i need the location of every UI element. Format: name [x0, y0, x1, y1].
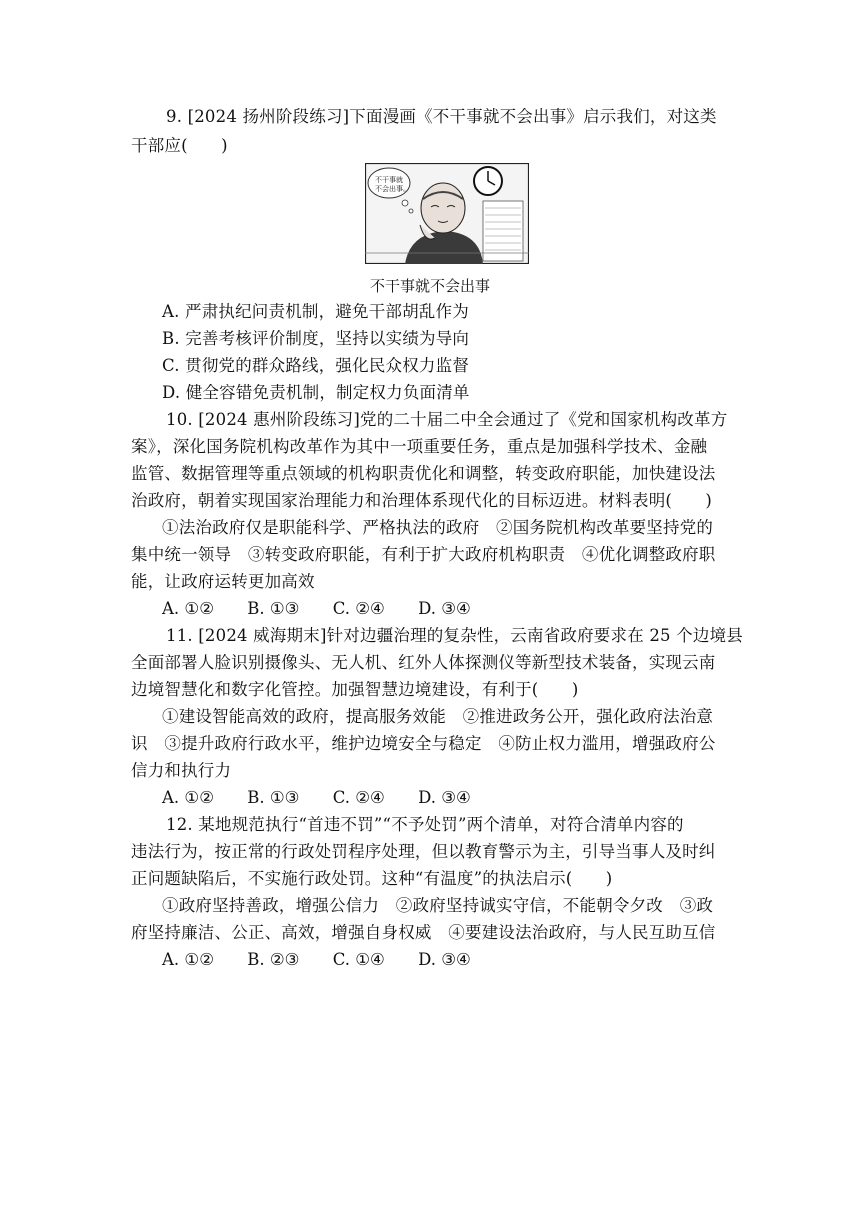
q11-choice-d: D. ③④ [418, 788, 471, 807]
q11-choices [162, 786, 499, 810]
q11-items-line-3: 信力和执行力 [131, 761, 232, 780]
q10-choice-b: B. ①③ [247, 599, 300, 618]
q12-stem-line-2: 违法行为，按正常的行政处罚程序处理，但以教育警示为主，引导当事人及时纠 [131, 842, 716, 861]
svg-text:不会出事。: 不会出事。 [375, 185, 410, 193]
q10-choice-d: D. ③④ [418, 599, 471, 618]
q9-stem-line-2: 干部应( ) [131, 136, 228, 155]
q11-stem-line-1: 11. [2024 威海期末]针对边疆治理的复杂性，云南省政府要求在 25 个边境县 [166, 626, 743, 645]
q9-option-b: B. 完善考核评价制度，坚持以实绩为导向 [162, 329, 470, 348]
q12-stem-line-3: 正问题缺陷后，不实施行政处罚。这种“有温度”的执法启示( ) [131, 869, 613, 888]
q12-choice-c: C. ①④ [332, 950, 385, 969]
q11-stem-line-2: 全面部署人脸识别摄像头、无人机、红外人体探测仪等新型技术装备，实现云南 [131, 653, 716, 672]
q10-choices [162, 597, 499, 621]
q10-items-line-1: ①法治政府仅是职能科学、严格执法的政府 ②国务院机构改革要坚持党的 [162, 518, 714, 537]
q10-stem-line-2: 案》，深化国务院机构改革作为其中一项重要任务，重点是加强科学技术、金融 [131, 437, 708, 456]
q9-option-c: C. 贯彻党的群众路线，强化民众权力监督 [162, 356, 470, 375]
q12-choice-a: A. ①② [162, 950, 214, 969]
q11-items-line-2: 识 ③提升政府行政水平，维护边境安全与稳定 ④防止权力滥用，增强政府公 [131, 734, 716, 753]
q11-choice-c: C. ②④ [332, 788, 385, 807]
q10-stem-line-3: 监管、数据管理等重点领域的机构职责优化和调整，转变政府职能，加快建设法 [131, 464, 716, 483]
q12-stem-line-1: 12. 某地规范执行“首违不罚”“不予处罚”两个清单，对符合清单内容的 [166, 815, 684, 834]
q9-option-d: D. 健全容错免责机制，制定权力负面清单 [162, 383, 470, 402]
q12-items-line-1: ①政府坚持善政，增强公信力 ②政府坚持诚实守信，不能朝令夕改 ③政 [162, 896, 714, 915]
q11-choice-a: A. ①② [162, 788, 214, 807]
cartoon-image [365, 163, 529, 264]
svg-text:不干事就: 不干事就 [375, 176, 403, 184]
q12-choice-d: D. ③④ [418, 950, 471, 969]
q10-stem-line-4: 治政府，朝着实现国家治理能力和治理体系现代化的目标迈进。材料表明( ) [131, 491, 713, 510]
cartoon-caption: 不干事就不会出事 [369, 277, 490, 295]
q12-choice-b: B. ②③ [247, 950, 300, 969]
q10-choice-a: A. ①② [162, 599, 214, 618]
q10-items-line-2: 集中统一领导 ③转变政府职能，有利于扩大政府机构职责 ④优化调整政府职 [131, 545, 716, 564]
q11-choice-b: B. ①③ [247, 788, 300, 807]
q11-items-line-1: ①建设智能高效的政府，提高服务效能 ②推进政务公开，强化政府法治意 [162, 707, 714, 726]
q10-choice-c: C. ②④ [332, 599, 385, 618]
q10-items-line-3: 能，让政府运转更加高效 [131, 572, 315, 591]
q9-option-a: A. 严肃执纪问责机制，避免干部胡乱作为 [162, 302, 469, 321]
q10-stem-line-1: 10. [2024 惠州阶段练习]党的二十届二中全会通过了《党和国家机构改革方 [166, 410, 728, 429]
q9-stem-line-1: 9. [2024 扬州阶段练习]下面漫画《不干事就不会出事》启示我们，对这类 [166, 107, 717, 126]
q12-choices [162, 948, 499, 972]
q12-items-line-2: 府坚持廉洁、公正、高效，增强自身权威 ④要建设法治政府，与人民互助互信 [131, 923, 716, 942]
q11-stem-line-3: 边境智慧化和数字化管控。加强智慧边境建设，有利于( ) [131, 680, 579, 699]
